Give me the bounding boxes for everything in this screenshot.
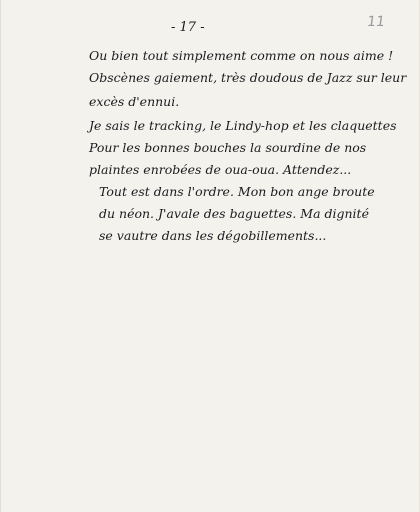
- text-line: du néon. J'avale des baguettes. Ma dignité: [99, 206, 369, 221]
- page-number: - 17 -: [171, 20, 205, 35]
- text-line: plaintes enrobées de oua-oua. Attendez...: [89, 162, 352, 177]
- text-line: Pour les bonnes bouches la sourdine de nos: [89, 140, 367, 155]
- folio-number: 11: [365, 14, 386, 30]
- text-line: se vautre dans les dégobillements...: [99, 228, 327, 243]
- text-line: Tout est dans l'ordre. Mon bon ange broute: [99, 184, 375, 199]
- text-line: Ou bien tout simplement comme on nous aime !: [89, 48, 394, 63]
- text-line: Obscènes gaiement, très doudous de Jazz sur leur: [89, 70, 407, 85]
- text-line: Je sais le tracking, le Lindy-hop et les claquettes: [89, 118, 397, 133]
- text-line: excès d'ennui.: [89, 94, 180, 109]
